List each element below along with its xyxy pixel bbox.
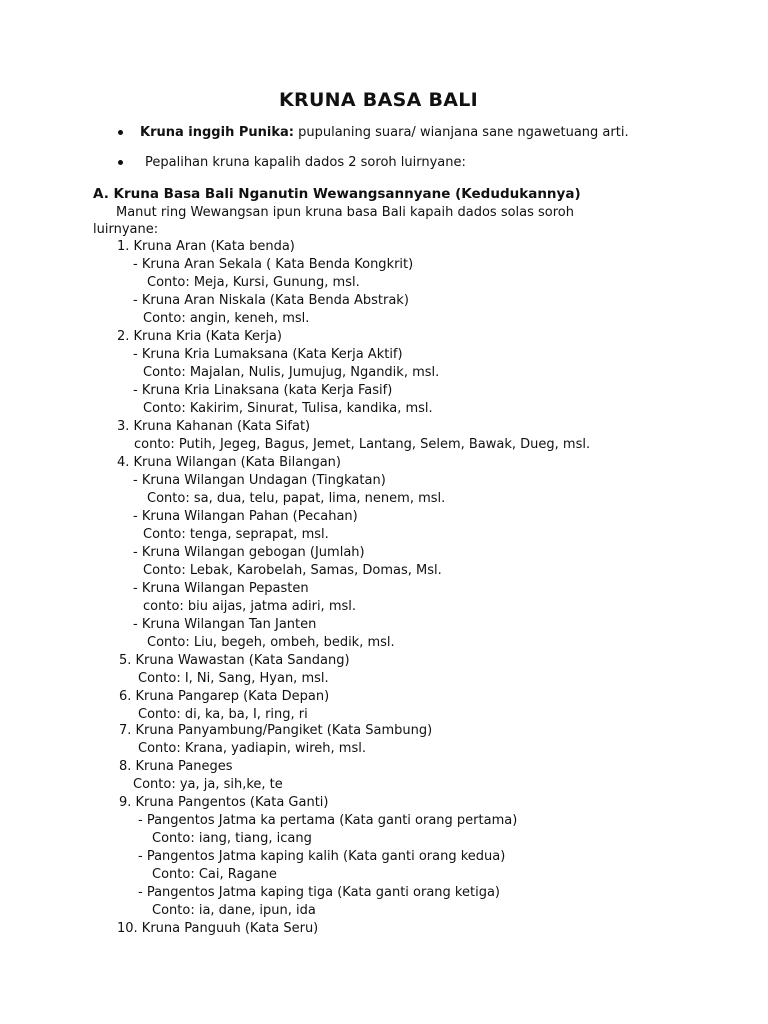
example-line: Conto: angin, keneh, msl. bbox=[143, 311, 310, 326]
section-a-intro: Manut ring Wewangsan ipun kruna basa Bali kapaih dados solas soroh bbox=[116, 205, 575, 220]
list-item-kruna-kria: 2. Kruna Kria (Kata Kerja) bbox=[117, 329, 282, 344]
list-item-kruna-paneges: 8. Kruna Paneges bbox=[119, 759, 233, 774]
section-a-heading: A. Kruna Basa Bali Nganutin Wewangsannyane (Kedudukannya) bbox=[93, 186, 581, 202]
example-line: Conto: iang, tiang, icang bbox=[152, 831, 312, 846]
example-line: Conto: Krana, yadiapin, wireh, msl. bbox=[138, 741, 366, 756]
sub-item: - Kruna Kria Linaksana (kata Kerja Fasif) bbox=[133, 383, 393, 398]
sub-item: - Kruna Aran Niskala (Kata Benda Abstrak) bbox=[133, 293, 409, 308]
sub-item: - Kruna Wilangan Pepasten bbox=[133, 581, 309, 596]
section-a-intro-cont: luirnyane: bbox=[93, 222, 159, 237]
example-line: conto: biu aijas, jatma adiri, msl. bbox=[143, 599, 357, 614]
list-item-kruna-aran: 1. Kruna Aran (Kata benda) bbox=[117, 239, 295, 254]
list-item-kruna-pangentos: 9. Kruna Pangentos (Kata Ganti) bbox=[119, 795, 329, 810]
sub-item: - Pangentos Jatma kaping kalih (Kata ganti orang kedua) bbox=[138, 849, 506, 864]
list-item-kruna-panyambung: 7. Kruna Panyambung/Pangiket (Kata Sambung) bbox=[119, 723, 433, 738]
sub-item: - Pangentos Jatma kaping tiga (Kata ganti orang ketiga) bbox=[138, 885, 500, 900]
bullet-dot bbox=[118, 130, 123, 135]
bullet-text: pupulaning suara/ wianjana sane ngawetuang arti. bbox=[293, 125, 629, 140]
sub-item: - Kruna Wilangan Pahan (Pecahan) bbox=[133, 509, 358, 524]
list-item-kruna-wilangan: 4. Kruna Wilangan (Kata Bilangan) bbox=[117, 455, 341, 470]
example-line: Conto: Cai, Ragane bbox=[152, 867, 277, 882]
example-line: Conto: I, Ni, Sang, Hyan, msl. bbox=[138, 671, 329, 686]
example-line: Conto: Lebak, Karobelah, Samas, Domas, Msl. bbox=[143, 563, 442, 578]
sub-item: - Kruna Wilangan Undagan (Tingkatan) bbox=[133, 473, 386, 488]
page-title: KRUNA BASA BALI bbox=[279, 89, 479, 111]
list-item-kruna-pangarep: 6. Kruna Pangarep (Kata Depan) bbox=[119, 689, 330, 704]
example-line: Conto: Meja, Kursi, Gunung, msl. bbox=[147, 275, 360, 290]
sub-item: - Kruna Aran Sekala ( Kata Benda Kongkrit) bbox=[133, 257, 414, 272]
example-line: Conto: Liu, begeh, ombeh, bedik, msl. bbox=[147, 635, 395, 650]
example-line: Conto: Majalan, Nulis, Jumujug, Ngandik, msl. bbox=[143, 365, 440, 380]
example-line: Conto: tenga, seprapat, msl. bbox=[143, 527, 329, 542]
example-line: Conto: ya, ja, sih,ke, te bbox=[133, 777, 283, 792]
bullet-item-definition bbox=[140, 124, 629, 142]
example-line: Conto: di, ka, ba, I, ring, ri bbox=[138, 707, 308, 722]
example-line: conto: Putih, Jegeg, Bagus, Jemet, Lantang, Selem, Bawak, Dueg, msl. bbox=[134, 437, 591, 452]
list-item-kruna-kahanan: 3. Kruna Kahanan (Kata Sifat) bbox=[117, 419, 311, 434]
list-item-kruna-panguuh: 10. Kruna Panguuh (Kata Seru) bbox=[117, 921, 319, 936]
bullet-dot bbox=[118, 160, 123, 165]
bullet-item-division: Pepalihan kruna kapalih dados 2 soroh luirnyane: bbox=[145, 155, 466, 170]
sub-item: - Kruna Wilangan gebogan (Jumlah) bbox=[133, 545, 365, 560]
sub-item: - Kruna Kria Lumaksana (Kata Kerja Aktif) bbox=[133, 347, 403, 362]
sub-item: - Pangentos Jatma ka pertama (Kata ganti orang pertama) bbox=[138, 813, 518, 828]
example-line: Conto: sa, dua, telu, papat, lima, nenem, msl. bbox=[147, 491, 446, 506]
example-line: Conto: Kakirim, Sinurat, Tulisa, kandika, msl. bbox=[143, 401, 433, 416]
list-item-kruna-wawastan: 5. Kruna Wawastan (Kata Sandang) bbox=[119, 653, 350, 668]
sub-item: - Kruna Wilangan Tan Janten bbox=[133, 617, 317, 632]
example-line: Conto: ia, dane, ipun, ida bbox=[152, 903, 316, 918]
bullet-label: Kruna inggih Punika: bbox=[140, 125, 294, 140]
